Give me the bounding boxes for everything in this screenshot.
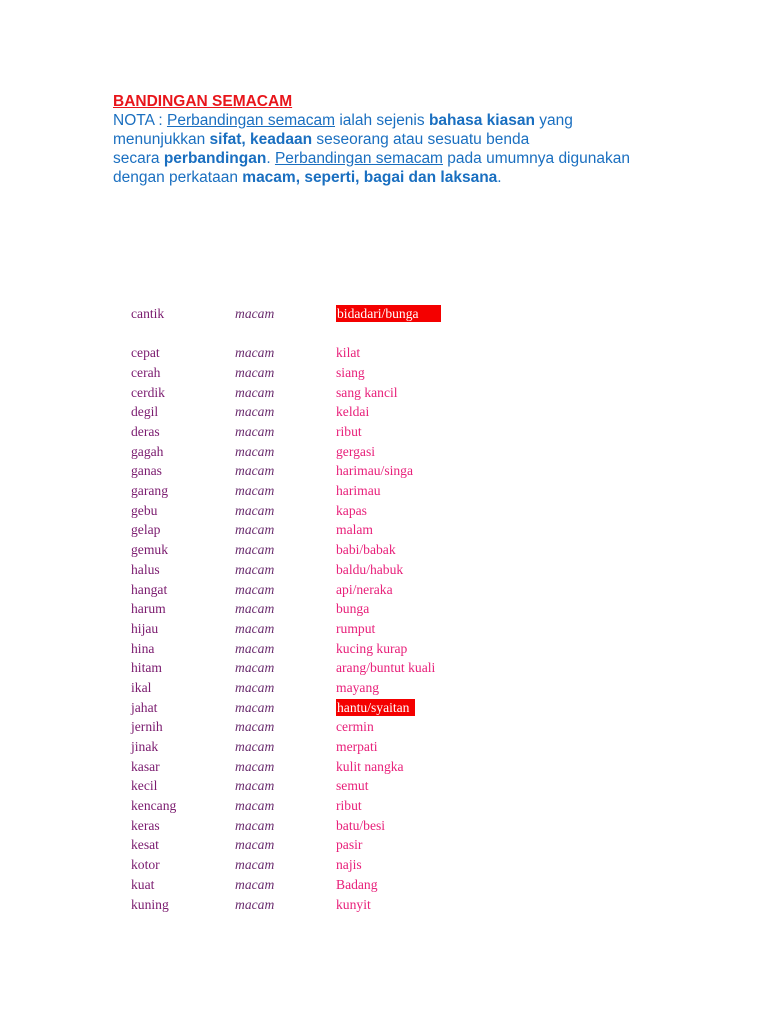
row-comparison bbox=[336, 757, 404, 777]
row-comparison bbox=[336, 304, 441, 324]
row-connector: macam bbox=[235, 719, 275, 735]
row-word: gagah bbox=[131, 443, 164, 459]
row-word: gelap bbox=[131, 522, 161, 538]
row-connector: macam bbox=[235, 660, 275, 676]
row-comparison bbox=[336, 481, 381, 501]
row-connector: macam bbox=[235, 561, 275, 577]
table-row bbox=[131, 678, 551, 698]
table-row bbox=[131, 658, 551, 678]
row-connector: macam bbox=[235, 758, 275, 774]
comparison-text: baldu/habuk bbox=[336, 561, 404, 577]
row-word: jinak bbox=[131, 739, 159, 755]
row-connector: macam bbox=[235, 778, 275, 794]
row-connector: macam bbox=[235, 798, 275, 814]
row-word: cerdik bbox=[131, 384, 165, 400]
row-comparison bbox=[336, 658, 435, 678]
intro-section bbox=[113, 92, 673, 187]
row-word: jernih bbox=[131, 719, 163, 735]
table-row bbox=[131, 776, 551, 796]
row-connector: macam bbox=[235, 620, 275, 636]
intro-line-1 bbox=[113, 111, 673, 130]
comparison-text: harimau bbox=[336, 483, 381, 499]
comparison-text: merpati bbox=[336, 739, 378, 755]
row-word: hitam bbox=[131, 660, 162, 676]
row-connector: macam bbox=[235, 463, 275, 479]
table-row bbox=[131, 520, 551, 540]
table-row bbox=[131, 717, 551, 737]
row-connector: macam bbox=[235, 581, 275, 597]
comparison-text: ribut bbox=[336, 424, 362, 440]
row-comparison bbox=[336, 698, 415, 718]
row-connector: macam bbox=[235, 739, 275, 755]
row-word: cepat bbox=[131, 345, 160, 361]
term-macam-seperti: macam, seperti, bagai dan laksana bbox=[242, 169, 498, 186]
comparison-text: harimau/singa bbox=[336, 463, 414, 479]
row-connector: macam bbox=[235, 443, 275, 459]
row-connector: macam bbox=[235, 640, 275, 656]
comparison-text: bunga bbox=[336, 601, 370, 617]
row-comparison bbox=[336, 678, 379, 698]
row-connector: macam bbox=[235, 817, 275, 833]
row-word: keras bbox=[131, 817, 160, 833]
comparison-text: babi/babak bbox=[336, 542, 396, 558]
row-connector: macam bbox=[235, 502, 275, 518]
comparison-text: semut bbox=[336, 778, 369, 794]
comparison-text: kilat bbox=[336, 345, 361, 361]
term-perbandingan-semacam: Perbandingan semacam bbox=[166, 112, 336, 129]
table-row bbox=[131, 501, 551, 521]
row-word: cantik bbox=[131, 306, 165, 321]
row-word: deras bbox=[131, 424, 160, 440]
row-connector: macam bbox=[235, 896, 275, 912]
intro-line-4 bbox=[113, 168, 673, 187]
table-row bbox=[131, 402, 551, 422]
comparison-text: gergasi bbox=[336, 443, 376, 459]
row-comparison bbox=[336, 855, 362, 875]
intro-text: yang bbox=[534, 112, 573, 129]
intro-line-2 bbox=[113, 130, 673, 149]
highlighted-comparison: hantu/syaitan bbox=[336, 699, 415, 716]
intro-text: pada umumnya digunakan bbox=[442, 150, 630, 167]
row-comparison bbox=[336, 717, 374, 737]
intro-text: . bbox=[497, 169, 502, 186]
comparison-text: batu/besi bbox=[336, 817, 386, 833]
row-word: cerah bbox=[131, 364, 161, 380]
row-word: kotor bbox=[131, 857, 160, 873]
row-connector: macam bbox=[235, 837, 275, 853]
row-comparison bbox=[336, 560, 403, 580]
row-connector: macam bbox=[235, 679, 275, 695]
comparison-text: Badang bbox=[336, 876, 378, 892]
row-connector: macam bbox=[235, 404, 275, 420]
highlighted-comparison: bidadari/bunga bbox=[336, 305, 441, 322]
table-row bbox=[131, 835, 551, 855]
comparison-text: kapas bbox=[336, 502, 367, 518]
table-row bbox=[131, 619, 551, 639]
row-comparison bbox=[336, 501, 367, 521]
row-comparison bbox=[336, 402, 369, 422]
row-word: garang bbox=[131, 483, 168, 499]
intro-text: secara bbox=[113, 150, 164, 167]
table-row bbox=[131, 363, 551, 383]
simile-table bbox=[131, 304, 551, 914]
table-row bbox=[131, 599, 551, 619]
table-row bbox=[131, 481, 551, 501]
row-comparison bbox=[336, 796, 362, 816]
nota-label: NOTA : bbox=[113, 112, 167, 129]
table-row bbox=[131, 796, 551, 816]
page-title: BANDINGAN SEMACAM bbox=[113, 93, 293, 110]
table-row bbox=[131, 639, 551, 659]
row-word: kecil bbox=[131, 778, 158, 794]
row-comparison bbox=[336, 422, 362, 442]
table-row bbox=[131, 816, 551, 836]
comparison-text: pasir bbox=[336, 837, 363, 853]
row-connector: macam bbox=[235, 857, 275, 873]
comparison-text: malam bbox=[336, 522, 373, 538]
comparison-text: kucing kurap bbox=[336, 640, 408, 656]
row-comparison bbox=[336, 835, 362, 855]
comparison-text: keldai bbox=[336, 404, 370, 420]
row-connector: macam bbox=[235, 483, 275, 499]
row-comparison bbox=[336, 383, 398, 403]
row-word: gebu bbox=[131, 502, 158, 518]
table-row bbox=[131, 855, 551, 875]
row-word: kuning bbox=[131, 896, 169, 912]
row-comparison bbox=[336, 737, 378, 757]
row-comparison bbox=[336, 363, 365, 383]
comparison-text: cermin bbox=[336, 719, 374, 735]
intro-text: seseorang atau sesuatu benda bbox=[312, 131, 530, 148]
row-connector: macam bbox=[235, 699, 275, 715]
table-row bbox=[131, 540, 551, 560]
table-row bbox=[131, 442, 551, 462]
row-comparison bbox=[336, 875, 378, 895]
row-connector: macam bbox=[235, 601, 275, 617]
intro-line-3 bbox=[113, 149, 673, 168]
table-row bbox=[131, 422, 551, 442]
comparison-text: kulit nangka bbox=[336, 758, 404, 774]
row-comparison bbox=[336, 619, 375, 639]
row-word: kesat bbox=[131, 837, 159, 853]
row-comparison bbox=[336, 639, 407, 659]
row-word: halus bbox=[131, 561, 160, 577]
intro-text: dengan perkataan bbox=[113, 169, 243, 186]
table-row bbox=[131, 737, 551, 757]
row-comparison bbox=[336, 816, 385, 836]
row-comparison bbox=[336, 461, 413, 481]
intro-text: . bbox=[266, 150, 275, 167]
comparison-text: najis bbox=[336, 857, 362, 873]
table-row bbox=[131, 383, 551, 403]
table-row bbox=[131, 461, 551, 481]
row-word: kuat bbox=[131, 876, 155, 892]
comparison-text: ribut bbox=[336, 798, 362, 814]
row-word: hijau bbox=[131, 620, 159, 636]
row-connector: macam bbox=[235, 345, 275, 361]
table-row bbox=[131, 560, 551, 580]
table-row bbox=[131, 698, 551, 718]
table-row bbox=[131, 757, 551, 777]
row-comparison bbox=[336, 520, 373, 540]
comparison-text: sang kancil bbox=[336, 384, 398, 400]
row-connector: macam bbox=[235, 522, 275, 538]
row-connector: macam bbox=[235, 424, 275, 440]
comparison-text: siang bbox=[336, 364, 365, 380]
row-comparison bbox=[336, 776, 368, 796]
row-word: kasar bbox=[131, 758, 160, 774]
row-word: harum bbox=[131, 601, 166, 617]
row-comparison bbox=[336, 895, 371, 915]
comparison-text: api/neraka bbox=[336, 581, 393, 597]
row-connector: macam bbox=[235, 384, 275, 400]
row-word: hangat bbox=[131, 581, 168, 597]
table-row bbox=[131, 343, 551, 363]
comparison-text: mayang bbox=[336, 679, 380, 695]
row-connector: macam bbox=[235, 306, 275, 321]
row-comparison bbox=[336, 599, 369, 619]
row-word: gemuk bbox=[131, 542, 168, 558]
row-word: ikal bbox=[131, 679, 152, 695]
row-connector: macam bbox=[235, 364, 275, 380]
row-connector: macam bbox=[235, 542, 275, 558]
row-word: jahat bbox=[131, 699, 158, 715]
term-perbandingan: perbandingan bbox=[163, 150, 267, 167]
intro-text: ialah sejenis bbox=[335, 112, 429, 129]
row-comparison bbox=[336, 442, 375, 462]
row-comparison bbox=[336, 343, 360, 363]
row-comparison bbox=[336, 540, 396, 560]
row-connector: macam bbox=[235, 876, 275, 892]
row-word: ganas bbox=[131, 463, 162, 479]
comparison-text: rumput bbox=[336, 620, 376, 636]
intro-text: menunjukkan bbox=[113, 131, 210, 148]
comparison-text: kunyit bbox=[336, 896, 371, 912]
table-row bbox=[131, 304, 551, 324]
term-perbandingan-semacam-2: Perbandingan semacam bbox=[274, 150, 443, 167]
row-word: degil bbox=[131, 404, 159, 420]
row-word: kencang bbox=[131, 798, 177, 814]
comparison-text: arang/buntut kuali bbox=[336, 660, 436, 676]
row-comparison bbox=[336, 580, 393, 600]
table-row bbox=[131, 875, 551, 895]
row-word: hina bbox=[131, 640, 155, 656]
term-sifat-keadaan: sifat, keadaan bbox=[209, 131, 313, 148]
table-row bbox=[131, 580, 551, 600]
term-bahasa-kiasan: bahasa kiasan bbox=[428, 112, 535, 129]
table-row bbox=[131, 895, 551, 915]
